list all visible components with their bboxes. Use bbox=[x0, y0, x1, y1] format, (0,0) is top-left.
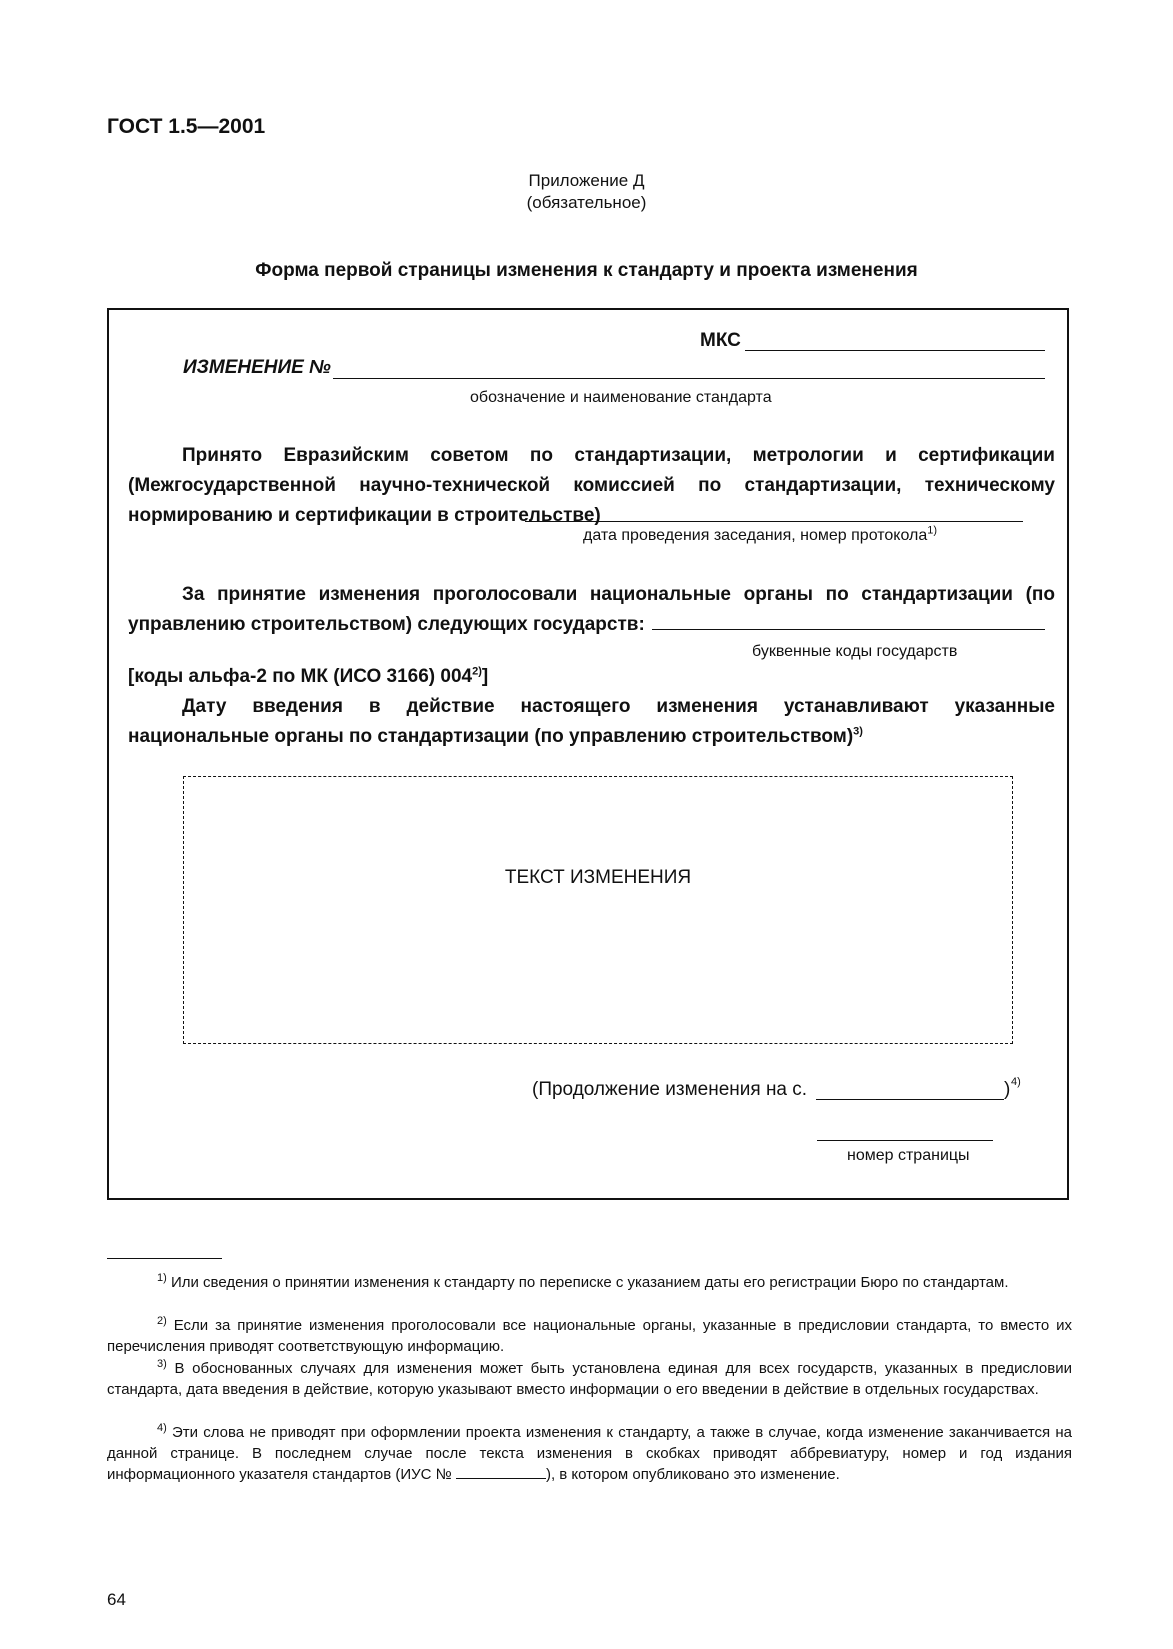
annex-heading bbox=[0, 170, 1173, 214]
voted-paragraph: За принятие изменения проголосовали национальные органы по стандартизации (по управлению строительством) следующих государств: bbox=[128, 584, 1055, 635]
standard-blank-line bbox=[333, 378, 1045, 379]
footnote-2 bbox=[107, 1315, 1072, 1357]
continuation-text: (Продолжение изменения на с. bbox=[532, 1079, 808, 1100]
mks-blank-line bbox=[745, 350, 1045, 351]
footnote-3-mark: 3) bbox=[157, 1358, 167, 1370]
form-title: Форма первой страницы изменения к стандарту и проекта изменения bbox=[255, 260, 918, 281]
state-codes-blank-line bbox=[652, 629, 1045, 630]
footnote-1-text: Или сведения о принятии изменения к стандарту по переписке с указанием даты его регистрации Бюро по стандартам. bbox=[170, 1274, 1009, 1291]
footnote-1 bbox=[107, 1272, 1072, 1293]
footnote-3 bbox=[107, 1358, 1072, 1400]
alpha-codes-line bbox=[128, 666, 488, 688]
annex-status: (обязательное) bbox=[526, 193, 647, 212]
footnote-4-mark: 4) bbox=[157, 1422, 167, 1434]
footnote-4-text-after: ), в котором опубликовано это изменение. bbox=[545, 1466, 840, 1483]
annex-title: Приложение Д bbox=[528, 171, 645, 190]
page-number-blank-line bbox=[817, 1140, 993, 1141]
standard-caption: обозначение и наименование стандарта bbox=[470, 389, 772, 406]
footnote-separator bbox=[107, 1258, 222, 1259]
date-caption-text: дата проведения заседания, номер протокола bbox=[583, 527, 928, 544]
accepted-paragraph: Принято Евразийским советом по стандартизации, метрологии и сертификации (Межгосударственной научно-технической комиссией по стандартизации, техническому нормированию и сертификации в строительстве) bbox=[128, 445, 1055, 526]
effective-date-text: Дату введения в действие настоящего изменения устанавливают указанные национальные органы по стандартизации (по управлению строительством) bbox=[128, 696, 1055, 747]
change-text-box bbox=[183, 776, 1013, 1044]
alpha-codes-footnote-ref: 2) bbox=[472, 665, 482, 678]
footnote-4 bbox=[107, 1422, 1072, 1485]
page-number: 64 bbox=[107, 1590, 126, 1609]
footnote-3-text: В обоснованных случаях для изменения может быть установлена единая для всех государств, указанных в предисловии стандарта, дата введения в действие, которую указывают вместо информации о его введении в действие в отдельных государствах. bbox=[107, 1360, 1073, 1398]
effective-footnote-ref: 3) bbox=[853, 725, 863, 738]
document-code: ГОСТ 1.5—2001 bbox=[107, 115, 266, 138]
change-text-label: ТЕКСТ ИЗМЕНЕНИЯ bbox=[504, 867, 692, 888]
date-caption bbox=[583, 524, 938, 545]
continuation-close: ) bbox=[1004, 1079, 1011, 1100]
continuation-blank-line bbox=[816, 1099, 1004, 1100]
alpha-codes-text: [коды альфа-2 по МК (ИСО 3166) 004 bbox=[128, 666, 473, 687]
footnote-4-text-before: Эти слова не приводят при оформлении проекта изменения к стандарту, а также в случае, когда изменение заканчивается на данной странице. В последнем случае после текста изменения в скобках приводят аббревиатуру, номер и год издания информационного указателя стандартов (ИУС № bbox=[107, 1424, 1072, 1483]
continuation-footnote-ref: 4) bbox=[1011, 1076, 1021, 1088]
date-blank-line bbox=[525, 521, 1023, 522]
footnote-2-mark: 2) bbox=[157, 1315, 167, 1327]
ius-number-blank bbox=[456, 1466, 546, 1479]
alpha-codes-end: ] bbox=[481, 666, 489, 687]
footnote-2-text: Если за принятие изменения проголосовали все национальные органы, указанные в предисловии стандарта, то вместо их перечисления приводят соответствующую информацию. bbox=[107, 1317, 1073, 1355]
footnote-1-mark: 1) bbox=[157, 1272, 167, 1284]
page-number-caption: номер страницы bbox=[847, 1147, 970, 1164]
change-number-label: ИЗМЕНЕНИЕ № bbox=[183, 357, 331, 378]
date-caption-footnote-ref: 1) bbox=[927, 524, 938, 537]
state-codes-caption: буквенные коды государств bbox=[752, 643, 958, 660]
effective-date-paragraph bbox=[128, 692, 1055, 752]
mks-label: МКС bbox=[700, 330, 741, 351]
